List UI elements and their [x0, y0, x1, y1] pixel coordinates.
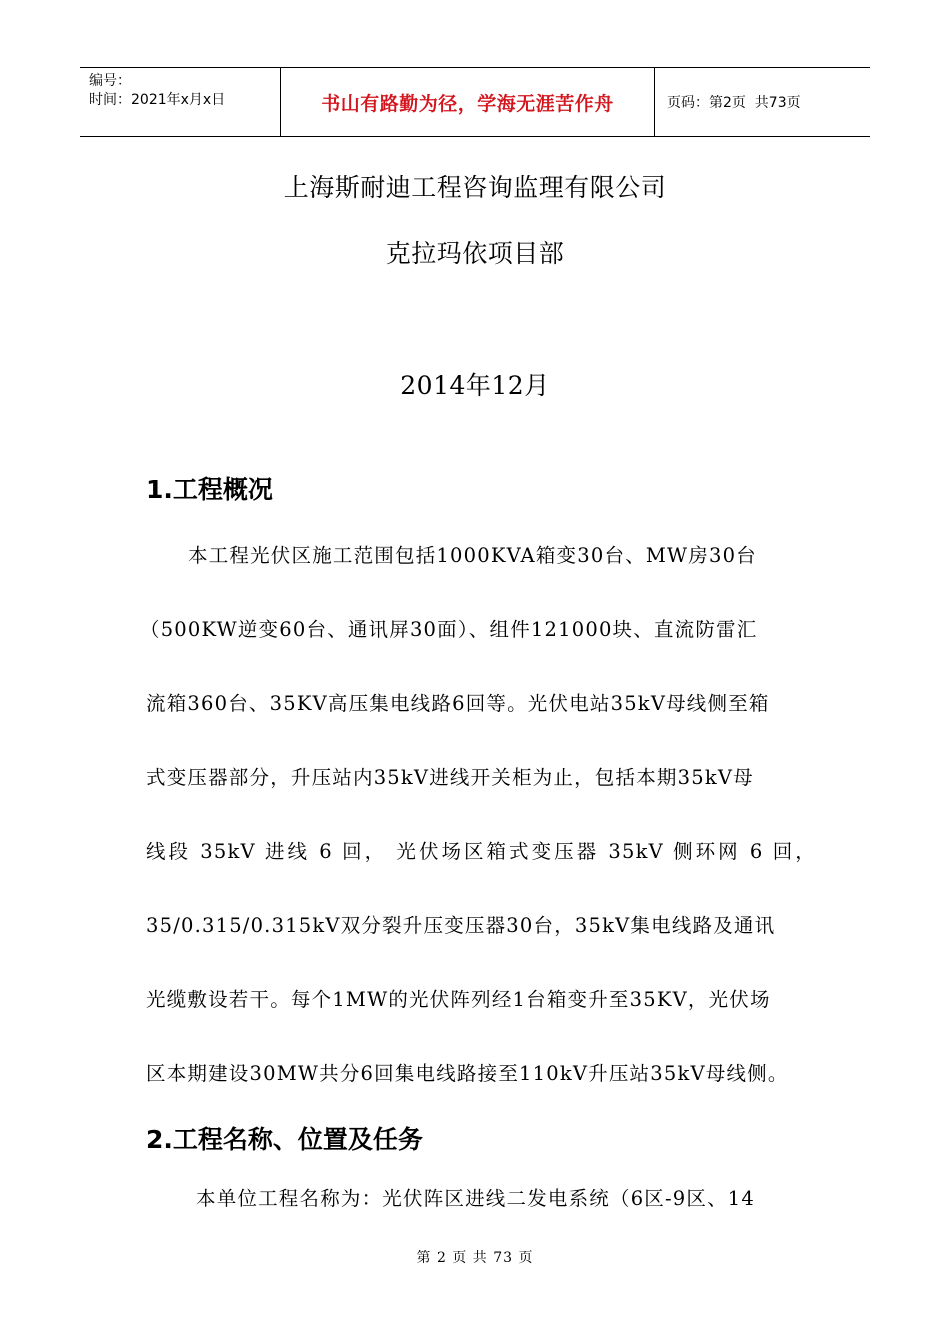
paragraph-line: 本单位工程名称为：光伏阵区进线二发电系统（6区-9区、14	[196, 1187, 756, 1210]
paragraph-line: 式变压器部分，升压站内35kV进线开关柜为止，包括本期35kV母	[146, 766, 754, 789]
document-date-label: 时间：2021年x月x日	[89, 92, 226, 108]
company-name: 上海斯耐迪工程咨询监理有限公司	[283, 173, 667, 202]
section-heading-overview: 1.工程概况	[146, 475, 273, 504]
document-number-label: 编号：	[89, 73, 131, 89]
paragraph-line: 35/0.315/0.315kV双分裂升压变压器30台，35kV集电线路及通讯	[146, 914, 776, 937]
header-page-label: 页码：第2页 共73页	[667, 95, 801, 111]
page-footer: 第 2 页 共 73 页	[416, 1250, 534, 1266]
header-meta	[80, 68, 281, 136]
section-heading-name-location: 2.工程名称、位置及任务	[146, 1125, 423, 1154]
paragraph-line: 光缆敷设若干。每个1MW的光伏阵列经1台箱变升至35KV，光伏场	[146, 988, 771, 1011]
paragraph-line: 区本期建设30MW共分6回集电线路接至110kV升压站35kV母线侧。	[146, 1062, 789, 1085]
paragraph-line: 线段 35kV 进线 6 回， 光伏场区箱式变压器 35kV 侧环网 6 回，	[146, 840, 816, 863]
header-motto: 书山有路勤为径，学海无涯苦作舟	[321, 92, 614, 115]
page-header	[80, 67, 870, 137]
header-motto-cell	[281, 68, 655, 136]
paragraph-line: 流箱360台、35KV高压集电线路6回等。光伏电站35kV母线侧至箱	[146, 692, 770, 715]
document-date: 2014年12月	[400, 371, 550, 400]
paragraph-line: （500KW逆变60台、通讯屏30面）、组件121000块、直流防雷汇	[140, 618, 758, 641]
department-name: 克拉玛依项目部	[385, 239, 565, 268]
header-page-cell	[655, 68, 870, 136]
paragraph-line: 本工程光伏区施工范围包括1000KVA箱变30台、MW房30台	[188, 544, 757, 567]
